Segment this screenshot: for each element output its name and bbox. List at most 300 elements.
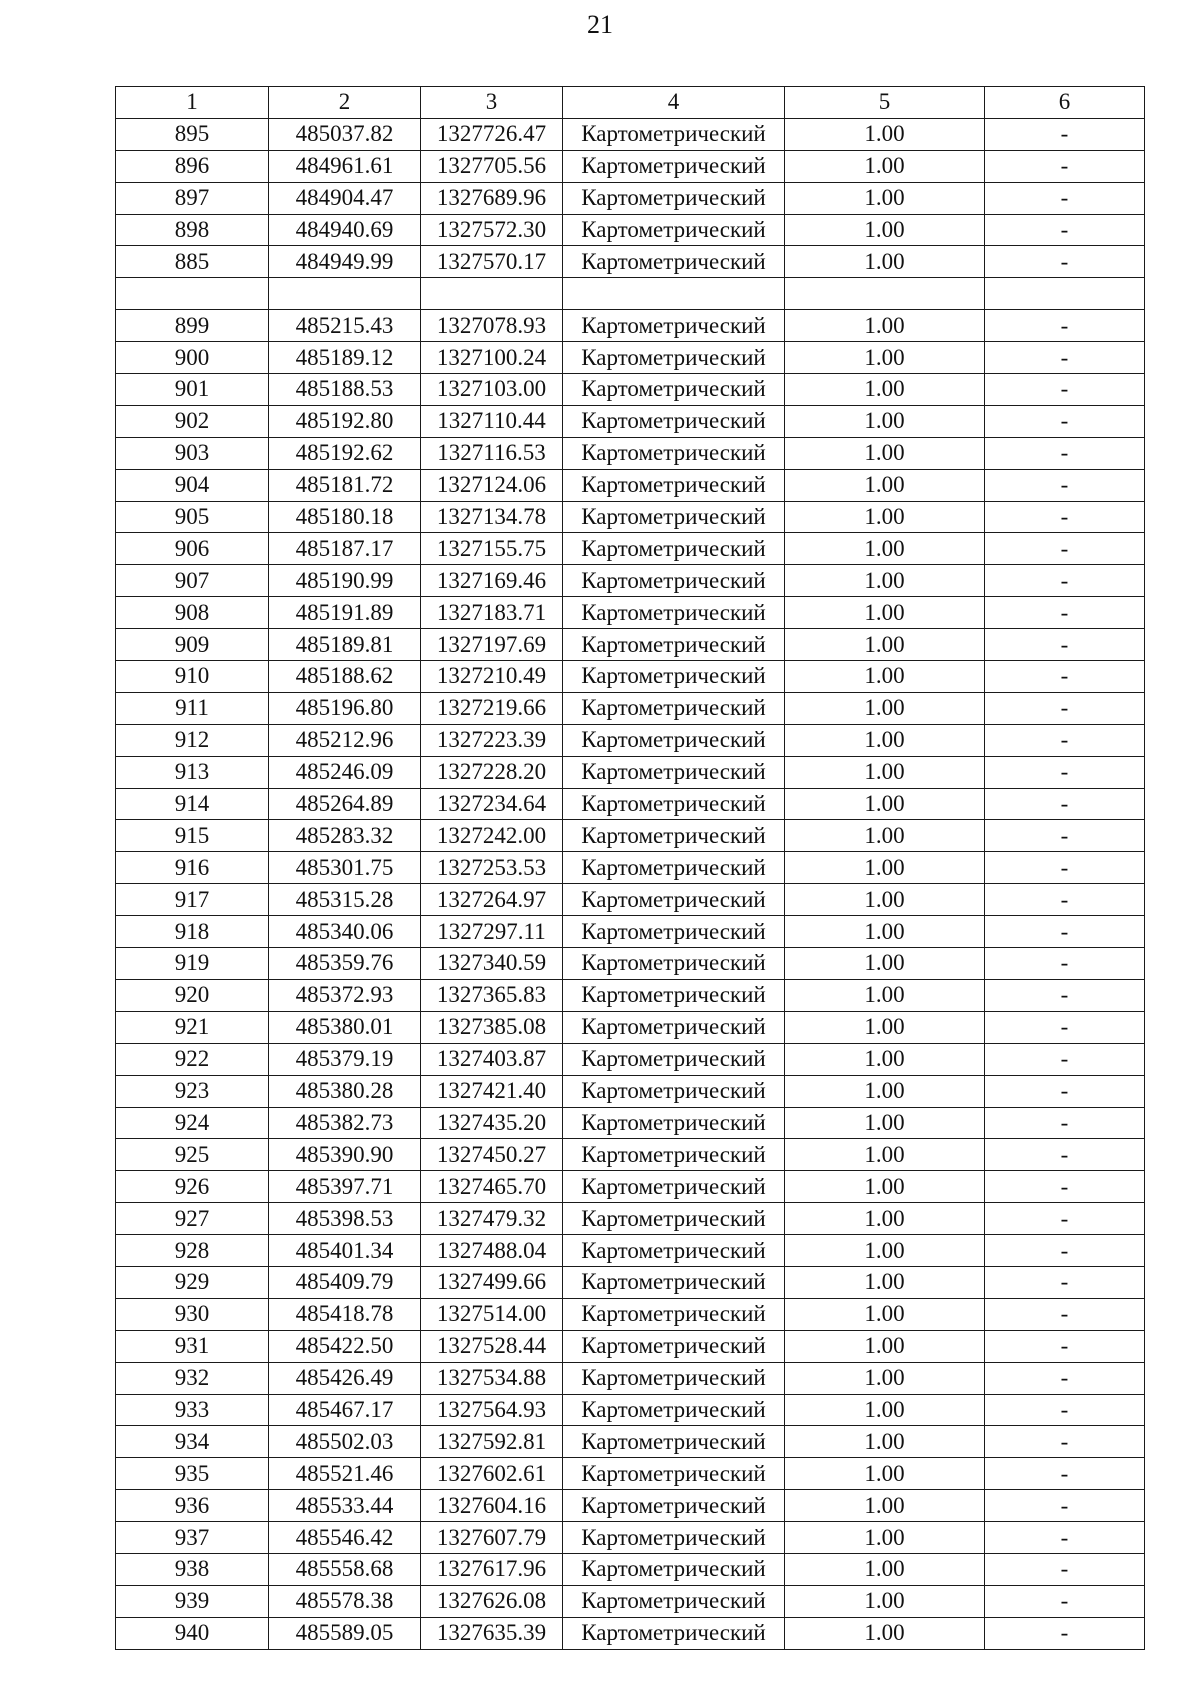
accuracy-cell: 1.00	[785, 1394, 985, 1426]
note-cell: -	[985, 310, 1145, 342]
x-coordinate-cell: 485180.18	[269, 501, 421, 533]
y-coordinate-cell: 1327340.59	[421, 948, 563, 980]
y-coordinate-cell: 1327499.66	[421, 1266, 563, 1298]
accuracy-cell: 1.00	[785, 150, 985, 182]
table-row	[116, 597, 1145, 629]
x-coordinate-cell: 485521.46	[269, 1458, 421, 1490]
note-cell: -	[985, 1362, 1145, 1394]
note-cell: -	[985, 1330, 1145, 1362]
method-cell: Картометрический	[563, 661, 785, 693]
note-cell: -	[985, 1235, 1145, 1267]
x-coordinate-cell: 485380.01	[269, 1011, 421, 1043]
note-cell: -	[985, 405, 1145, 437]
y-coordinate-cell: 1327689.96	[421, 182, 563, 214]
point-number-cell: 940	[116, 1617, 269, 1649]
table-row	[116, 214, 1145, 246]
empty-cell	[985, 278, 1145, 310]
table-row	[116, 1490, 1145, 1522]
method-cell: Картометрический	[563, 1394, 785, 1426]
accuracy-cell: 1.00	[785, 405, 985, 437]
x-coordinate-cell: 485212.96	[269, 724, 421, 756]
accuracy-cell: 1.00	[785, 597, 985, 629]
accuracy-cell: 1.00	[785, 1203, 985, 1235]
accuracy-cell: 1.00	[785, 629, 985, 661]
method-cell: Картометрический	[563, 756, 785, 788]
point-number-cell: 909	[116, 629, 269, 661]
note-cell: -	[985, 852, 1145, 884]
point-number-cell: 935	[116, 1458, 269, 1490]
table-row	[116, 1298, 1145, 1330]
y-coordinate-cell: 1327365.83	[421, 979, 563, 1011]
x-coordinate-cell: 485188.62	[269, 661, 421, 693]
table-row	[116, 1203, 1145, 1235]
table-row	[116, 150, 1145, 182]
table-row	[116, 1394, 1145, 1426]
table-row	[116, 1330, 1145, 1362]
x-coordinate-cell: 485502.03	[269, 1426, 421, 1458]
accuracy-cell: 1.00	[785, 118, 985, 150]
x-coordinate-cell: 485301.75	[269, 852, 421, 884]
method-cell: Картометрический	[563, 1075, 785, 1107]
accuracy-cell: 1.00	[785, 1330, 985, 1362]
y-coordinate-cell: 1327403.87	[421, 1043, 563, 1075]
table-row	[116, 1266, 1145, 1298]
note-cell: -	[985, 661, 1145, 693]
note-cell: -	[985, 1266, 1145, 1298]
y-coordinate-cell: 1327479.32	[421, 1203, 563, 1235]
table-row	[116, 692, 1145, 724]
x-coordinate-cell: 485382.73	[269, 1107, 421, 1139]
table-row	[116, 629, 1145, 661]
table-row	[116, 374, 1145, 406]
table-row	[116, 1458, 1145, 1490]
note-cell: -	[985, 374, 1145, 406]
y-coordinate-cell: 1327169.46	[421, 565, 563, 597]
table-row	[116, 469, 1145, 501]
accuracy-cell: 1.00	[785, 310, 985, 342]
accuracy-cell: 1.00	[785, 1522, 985, 1554]
column-header: 2	[269, 87, 421, 119]
method-cell: Картометрический	[563, 150, 785, 182]
y-coordinate-cell: 1327435.20	[421, 1107, 563, 1139]
point-number-cell: 897	[116, 182, 269, 214]
table-row	[116, 182, 1145, 214]
table-row	[116, 533, 1145, 565]
method-cell: Картометрический	[563, 597, 785, 629]
x-coordinate-cell: 485189.81	[269, 629, 421, 661]
accuracy-cell: 1.00	[785, 469, 985, 501]
note-cell: -	[985, 469, 1145, 501]
table-header-row	[116, 87, 1145, 119]
x-coordinate-cell: 485192.80	[269, 405, 421, 437]
accuracy-cell: 1.00	[785, 1266, 985, 1298]
x-coordinate-cell: 485188.53	[269, 374, 421, 406]
accuracy-cell: 1.00	[785, 1458, 985, 1490]
note-cell: -	[985, 1394, 1145, 1426]
point-number-cell: 902	[116, 405, 269, 437]
y-coordinate-cell: 1327607.79	[421, 1522, 563, 1554]
point-number-cell: 932	[116, 1362, 269, 1394]
page-number: 21	[587, 10, 613, 39]
method-cell: Картометрический	[563, 437, 785, 469]
point-number-cell: 900	[116, 342, 269, 374]
column-header: 3	[421, 87, 563, 119]
note-cell: -	[985, 884, 1145, 916]
point-number-cell: 916	[116, 852, 269, 884]
y-coordinate-cell: 1327421.40	[421, 1075, 563, 1107]
method-cell: Картометрический	[563, 565, 785, 597]
coordinates-table	[115, 86, 1145, 1650]
accuracy-cell: 1.00	[785, 1107, 985, 1139]
y-coordinate-cell: 1327602.61	[421, 1458, 563, 1490]
method-cell: Картометрический	[563, 1330, 785, 1362]
point-number-cell: 895	[116, 118, 269, 150]
accuracy-cell: 1.00	[785, 852, 985, 884]
y-coordinate-cell: 1327726.47	[421, 118, 563, 150]
table-row	[116, 852, 1145, 884]
x-coordinate-cell: 485340.06	[269, 916, 421, 948]
x-coordinate-cell: 485380.28	[269, 1075, 421, 1107]
accuracy-cell: 1.00	[785, 565, 985, 597]
method-cell: Картометрический	[563, 405, 785, 437]
x-coordinate-cell: 485283.32	[269, 820, 421, 852]
point-number-cell: 911	[116, 692, 269, 724]
point-number-cell: 931	[116, 1330, 269, 1362]
table-row	[116, 1075, 1145, 1107]
y-coordinate-cell: 1327264.97	[421, 884, 563, 916]
table-row	[116, 1553, 1145, 1585]
method-cell: Картометрический	[563, 852, 785, 884]
x-coordinate-cell: 485315.28	[269, 884, 421, 916]
method-cell: Картометрический	[563, 1043, 785, 1075]
table-row	[116, 501, 1145, 533]
method-cell: Картометрический	[563, 469, 785, 501]
point-number-cell: 938	[116, 1553, 269, 1585]
table-row	[116, 948, 1145, 980]
point-number-cell: 905	[116, 501, 269, 533]
method-cell: Картометрический	[563, 1362, 785, 1394]
note-cell: -	[985, 1107, 1145, 1139]
point-number-cell: 910	[116, 661, 269, 693]
x-coordinate-cell: 485037.82	[269, 118, 421, 150]
method-cell: Картометрический	[563, 1203, 785, 1235]
point-number-cell: 924	[116, 1107, 269, 1139]
column-header: 1	[116, 87, 269, 119]
point-number-cell: 922	[116, 1043, 269, 1075]
accuracy-cell: 1.00	[785, 1553, 985, 1585]
table-row	[116, 1522, 1145, 1554]
accuracy-cell: 1.00	[785, 1171, 985, 1203]
note-cell: -	[985, 1490, 1145, 1522]
table-row	[116, 1426, 1145, 1458]
point-number-cell: 928	[116, 1235, 269, 1267]
note-cell: -	[985, 342, 1145, 374]
note-cell: -	[985, 1011, 1145, 1043]
table-row	[116, 788, 1145, 820]
method-cell: Картометрический	[563, 1553, 785, 1585]
note-cell: -	[985, 214, 1145, 246]
y-coordinate-cell: 1327297.11	[421, 916, 563, 948]
table-row	[116, 820, 1145, 852]
note-cell: -	[985, 1171, 1145, 1203]
y-coordinate-cell: 1327242.00	[421, 820, 563, 852]
note-cell: -	[985, 1298, 1145, 1330]
point-number-cell: 930	[116, 1298, 269, 1330]
x-coordinate-cell: 485397.71	[269, 1171, 421, 1203]
x-coordinate-cell: 485190.99	[269, 565, 421, 597]
point-number-cell: 926	[116, 1171, 269, 1203]
method-cell: Картометрический	[563, 1585, 785, 1617]
method-cell: Картометрический	[563, 1426, 785, 1458]
method-cell: Картометрический	[563, 1171, 785, 1203]
table-row	[116, 246, 1145, 278]
table-row	[116, 1362, 1145, 1394]
method-cell: Картометрический	[563, 1522, 785, 1554]
accuracy-cell: 1.00	[785, 1075, 985, 1107]
point-number-cell: 904	[116, 469, 269, 501]
table-row	[116, 342, 1145, 374]
y-coordinate-cell: 1327219.66	[421, 692, 563, 724]
point-number-cell: 896	[116, 150, 269, 182]
x-coordinate-cell: 485558.68	[269, 1553, 421, 1585]
point-number-cell: 906	[116, 533, 269, 565]
point-number-cell: 917	[116, 884, 269, 916]
method-cell: Картометрический	[563, 1235, 785, 1267]
y-coordinate-cell: 1327617.96	[421, 1553, 563, 1585]
x-coordinate-cell: 485191.89	[269, 597, 421, 629]
point-number-cell: 920	[116, 979, 269, 1011]
x-coordinate-cell: 485264.89	[269, 788, 421, 820]
method-cell: Картометрический	[563, 310, 785, 342]
method-cell: Картометрический	[563, 182, 785, 214]
accuracy-cell: 1.00	[785, 246, 985, 278]
x-coordinate-cell: 485418.78	[269, 1298, 421, 1330]
y-coordinate-cell: 1327197.69	[421, 629, 563, 661]
table-row	[116, 724, 1145, 756]
y-coordinate-cell: 1327110.44	[421, 405, 563, 437]
x-coordinate-cell: 484940.69	[269, 214, 421, 246]
empty-cell	[116, 278, 269, 310]
point-number-cell: 913	[116, 756, 269, 788]
method-cell: Картометрический	[563, 214, 785, 246]
method-cell: Картометрический	[563, 788, 785, 820]
accuracy-cell: 1.00	[785, 692, 985, 724]
point-number-cell: 908	[116, 597, 269, 629]
note-cell: -	[985, 1522, 1145, 1554]
accuracy-cell: 1.00	[785, 501, 985, 533]
table-row	[116, 979, 1145, 1011]
y-coordinate-cell: 1327514.00	[421, 1298, 563, 1330]
group-separator-row	[116, 278, 1145, 310]
x-coordinate-cell: 485187.17	[269, 533, 421, 565]
y-coordinate-cell: 1327155.75	[421, 533, 563, 565]
method-cell: Картометрический	[563, 1490, 785, 1522]
note-cell: -	[985, 501, 1145, 533]
method-cell: Картометрический	[563, 1266, 785, 1298]
y-coordinate-cell: 1327488.04	[421, 1235, 563, 1267]
x-coordinate-cell: 484961.61	[269, 150, 421, 182]
note-cell: -	[985, 246, 1145, 278]
note-cell: -	[985, 597, 1145, 629]
note-cell: -	[985, 182, 1145, 214]
method-cell: Картометрический	[563, 916, 785, 948]
y-coordinate-cell: 1327626.08	[421, 1585, 563, 1617]
note-cell: -	[985, 948, 1145, 980]
accuracy-cell: 1.00	[785, 1139, 985, 1171]
y-coordinate-cell: 1327116.53	[421, 437, 563, 469]
method-cell: Картометрический	[563, 629, 785, 661]
note-cell: -	[985, 1139, 1145, 1171]
method-cell: Картометрический	[563, 979, 785, 1011]
note-cell: -	[985, 820, 1145, 852]
note-cell: -	[985, 437, 1145, 469]
note-cell: -	[985, 118, 1145, 150]
x-coordinate-cell: 485578.38	[269, 1585, 421, 1617]
column-header: 5	[785, 87, 985, 119]
x-coordinate-cell: 485426.49	[269, 1362, 421, 1394]
x-coordinate-cell: 485372.93	[269, 979, 421, 1011]
y-coordinate-cell: 1327450.27	[421, 1139, 563, 1171]
x-coordinate-cell: 485379.19	[269, 1043, 421, 1075]
method-cell: Картометрический	[563, 820, 785, 852]
table-row	[116, 1107, 1145, 1139]
y-coordinate-cell: 1327385.08	[421, 1011, 563, 1043]
method-cell: Картометрический	[563, 1617, 785, 1649]
table-row	[116, 310, 1145, 342]
accuracy-cell: 1.00	[785, 182, 985, 214]
accuracy-cell: 1.00	[785, 1585, 985, 1617]
x-coordinate-cell: 484904.47	[269, 182, 421, 214]
method-cell: Картометрический	[563, 884, 785, 916]
column-header: 4	[563, 87, 785, 119]
point-number-cell: 927	[116, 1203, 269, 1235]
point-number-cell: 912	[116, 724, 269, 756]
note-cell: -	[985, 1043, 1145, 1075]
x-coordinate-cell: 485467.17	[269, 1394, 421, 1426]
method-cell: Картометрический	[563, 501, 785, 533]
accuracy-cell: 1.00	[785, 1235, 985, 1267]
note-cell: -	[985, 916, 1145, 948]
y-coordinate-cell: 1327103.00	[421, 374, 563, 406]
point-number-cell: 899	[116, 310, 269, 342]
table-row	[116, 916, 1145, 948]
method-cell: Картометрический	[563, 118, 785, 150]
empty-cell	[563, 278, 785, 310]
point-number-cell: 901	[116, 374, 269, 406]
y-coordinate-cell: 1327210.49	[421, 661, 563, 693]
table-row	[116, 1585, 1145, 1617]
y-coordinate-cell: 1327570.17	[421, 246, 563, 278]
accuracy-cell: 1.00	[785, 884, 985, 916]
accuracy-cell: 1.00	[785, 948, 985, 980]
y-coordinate-cell: 1327228.20	[421, 756, 563, 788]
accuracy-cell: 1.00	[785, 1362, 985, 1394]
accuracy-cell: 1.00	[785, 820, 985, 852]
note-cell: -	[985, 629, 1145, 661]
x-coordinate-cell: 485398.53	[269, 1203, 421, 1235]
point-number-cell: 929	[116, 1266, 269, 1298]
table-row	[116, 661, 1145, 693]
point-number-cell: 915	[116, 820, 269, 852]
note-cell: -	[985, 724, 1145, 756]
table-row	[116, 1617, 1145, 1649]
accuracy-cell: 1.00	[785, 342, 985, 374]
method-cell: Картометрический	[563, 724, 785, 756]
y-coordinate-cell: 1327705.56	[421, 150, 563, 182]
note-cell: -	[985, 1203, 1145, 1235]
accuracy-cell: 1.00	[785, 1011, 985, 1043]
accuracy-cell: 1.00	[785, 1426, 985, 1458]
x-coordinate-cell: 485359.76	[269, 948, 421, 980]
empty-cell	[785, 278, 985, 310]
point-number-cell: 937	[116, 1522, 269, 1554]
note-cell: -	[985, 1075, 1145, 1107]
method-cell: Картометрический	[563, 1458, 785, 1490]
table-row	[116, 756, 1145, 788]
table-row	[116, 1043, 1145, 1075]
method-cell: Картометрический	[563, 374, 785, 406]
x-coordinate-cell: 485192.62	[269, 437, 421, 469]
x-coordinate-cell: 485533.44	[269, 1490, 421, 1522]
y-coordinate-cell: 1327534.88	[421, 1362, 563, 1394]
point-number-cell: 925	[116, 1139, 269, 1171]
x-coordinate-cell: 485546.42	[269, 1522, 421, 1554]
point-number-cell: 934	[116, 1426, 269, 1458]
point-number-cell: 921	[116, 1011, 269, 1043]
accuracy-cell: 1.00	[785, 916, 985, 948]
y-coordinate-cell: 1327253.53	[421, 852, 563, 884]
method-cell: Картометрический	[563, 1011, 785, 1043]
point-number-cell: 907	[116, 565, 269, 597]
x-coordinate-cell: 485181.72	[269, 469, 421, 501]
point-number-cell: 933	[116, 1394, 269, 1426]
table-row	[116, 884, 1145, 916]
x-coordinate-cell: 485215.43	[269, 310, 421, 342]
note-cell: -	[985, 533, 1145, 565]
method-cell: Картометрический	[563, 1139, 785, 1171]
table-row	[116, 1171, 1145, 1203]
accuracy-cell: 1.00	[785, 661, 985, 693]
method-cell: Картометрический	[563, 533, 785, 565]
accuracy-cell: 1.00	[785, 1298, 985, 1330]
y-coordinate-cell: 1327100.24	[421, 342, 563, 374]
note-cell: -	[985, 788, 1145, 820]
y-coordinate-cell: 1327124.06	[421, 469, 563, 501]
y-coordinate-cell: 1327635.39	[421, 1617, 563, 1649]
x-coordinate-cell: 485422.50	[269, 1330, 421, 1362]
x-coordinate-cell: 484949.99	[269, 246, 421, 278]
column-header: 6	[985, 87, 1145, 119]
empty-cell	[421, 278, 563, 310]
method-cell: Картометрический	[563, 692, 785, 724]
accuracy-cell: 1.00	[785, 1490, 985, 1522]
table-body	[116, 118, 1145, 1649]
accuracy-cell: 1.00	[785, 214, 985, 246]
note-cell: -	[985, 1426, 1145, 1458]
y-coordinate-cell: 1327234.64	[421, 788, 563, 820]
x-coordinate-cell: 485246.09	[269, 756, 421, 788]
point-number-cell: 898	[116, 214, 269, 246]
note-cell: -	[985, 1617, 1145, 1649]
y-coordinate-cell: 1327078.93	[421, 310, 563, 342]
y-coordinate-cell: 1327465.70	[421, 1171, 563, 1203]
table-row	[116, 1139, 1145, 1171]
table-row	[116, 1011, 1145, 1043]
x-coordinate-cell: 485196.80	[269, 692, 421, 724]
point-number-cell: 885	[116, 246, 269, 278]
accuracy-cell: 1.00	[785, 533, 985, 565]
note-cell: -	[985, 979, 1145, 1011]
